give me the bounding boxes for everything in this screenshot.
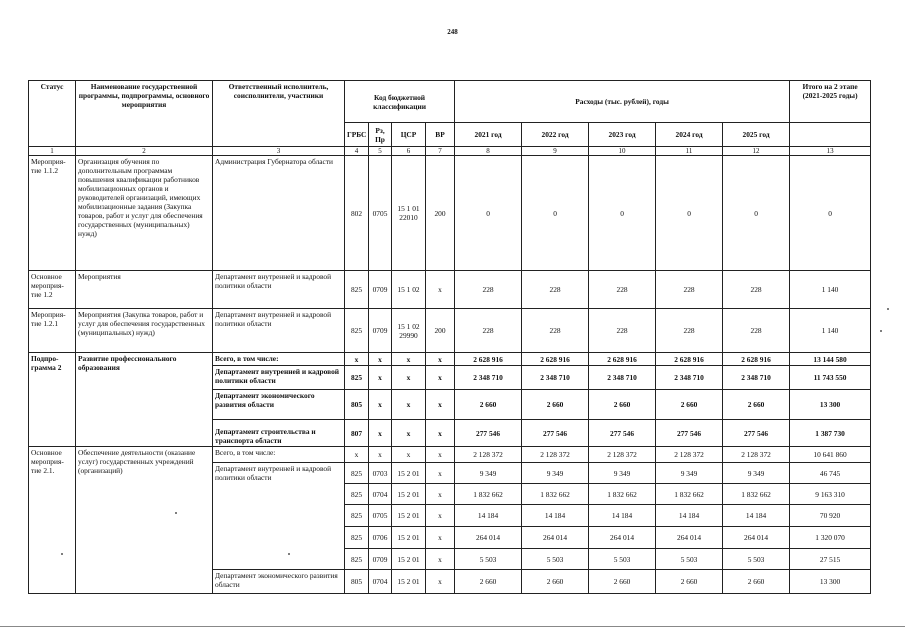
- page-number: 248: [447, 28, 458, 36]
- header-vr: ВР: [426, 123, 455, 147]
- header-status: Статус: [29, 81, 76, 147]
- header-total: Итого на 2 этапе (2021-2025 годы): [790, 81, 871, 123]
- table-row: 825 0705 15 2 01 х 14 184 14 184 14 184 14 184 14 184 70 920: [29, 505, 871, 527]
- header-year-2022: 2022 год: [522, 123, 589, 147]
- budget-table: [28, 80, 871, 594]
- scan-speck: [887, 308, 889, 310]
- table-row: Основное мероприя-тие 2.1. Обеспечение деятельности (оказание услуг) государственных учреждений (организаций) Всего, в том числе: х х х х 2 128 372 2 128 372 2 128 372 2 128 372 2 128 372 10 641 860: [29, 447, 871, 463]
- scan-speck: [61, 553, 63, 555]
- header-grbs: ГРБС: [345, 123, 369, 147]
- scan-speck: [880, 330, 882, 332]
- table-row: Департамент экономического развития области 805 0704 15 2 01 х 2 660 2 660 2 660 2 660 2 660 13 300: [29, 570, 871, 594]
- header-year-2025: 2025 год: [723, 123, 790, 147]
- scan-speck: [288, 553, 290, 555]
- table-row: 825 0709 15 2 01 х 5 503 5 503 5 503 5 503 5 503 27 515: [29, 549, 871, 570]
- table-row: Мероприя-тие 1.2.1 Мероприятия (Закупка товаров, работ и услуг для обеспечения государственных (муниципальных) нужд) Департамент внутренней и кадровой политики области 825 0709 15 1 02 29990 200 228 228 228 228 228 1 140: [29, 309, 871, 353]
- table-row: Департамент строительства и транспорта области 807 х х х 277 546 277 546 277 546 277 546 277 546 1 387 730: [29, 420, 871, 447]
- table-row: Основное мероприя-тие 1.2 Мероприятия Департамент внутренней и кадровой политики области 825 0709 15 1 02 х 228 228 228 228 228 1 140: [29, 271, 871, 309]
- header-csr: ЦСР: [392, 123, 426, 147]
- table-row: Департамент внутренней и кадровой политики области 825 0703 15 2 01 х 9 349 9 349 9 349 9 349 9 349 46 745: [29, 463, 871, 484]
- column-index-row: 1 2 3 4 5 6 7 8 9 10 11 12 13: [29, 147, 871, 156]
- table-row: Мероприя-тие 1.1.2 Организация обучения по дополнительным программам повышения квалификации работников мобилизационных органов и руководителей организаций, имеющих мобилизационные задания (Закупка товаров, работ и услуг для обеспечения государственных (муниципальных) нужд) Администрация Губернатора области 802 0705 15 1 01 22010 200 0 0 0 0 0 0: [29, 156, 871, 271]
- table-row: 825 0706 15 2 01 х 264 014 264 014 264 014 264 014 264 014 1 320 070: [29, 527, 871, 549]
- header-year-2021: 2021 год: [455, 123, 522, 147]
- scan-speck: [175, 512, 177, 514]
- header-budget-code: Код бюджетной классификации: [345, 81, 455, 123]
- header-name: Наименование государственной программы, подпрограммы, основного мероприятия: [76, 81, 213, 147]
- table-row: Департамент экономического развития области 805 х х х 2 660 2 660 2 660 2 660 2 660 13 300: [29, 390, 871, 420]
- header-year-2023: 2023 год: [589, 123, 656, 147]
- scan-edge-line: [0, 626, 905, 627]
- table-row: Департамент внутренней и кадровой политики области 825 х х х 2 348 710 2 348 710 2 348 710 2 348 710 2 348 710 11 743 550: [29, 366, 871, 390]
- header-expenses: Расходы (тыс. рублей), годы: [455, 81, 790, 123]
- table-row: Подпро-грамма 2 Развитие профессионального образования Всего, в том числе: х х х х 2 628 916 2 628 916 2 628 916 2 628 916 2 628 916 13 144 580: [29, 353, 871, 366]
- header-rzpr: Рз, Пр: [369, 123, 392, 147]
- header-executor: Ответственный исполнитель, соисполнители, участники: [213, 81, 345, 147]
- table-row: 825 0704 15 2 01 х 1 832 662 1 832 662 1 832 662 1 832 662 1 832 662 9 163 310: [29, 484, 871, 505]
- header-year-2024: 2024 год: [656, 123, 723, 147]
